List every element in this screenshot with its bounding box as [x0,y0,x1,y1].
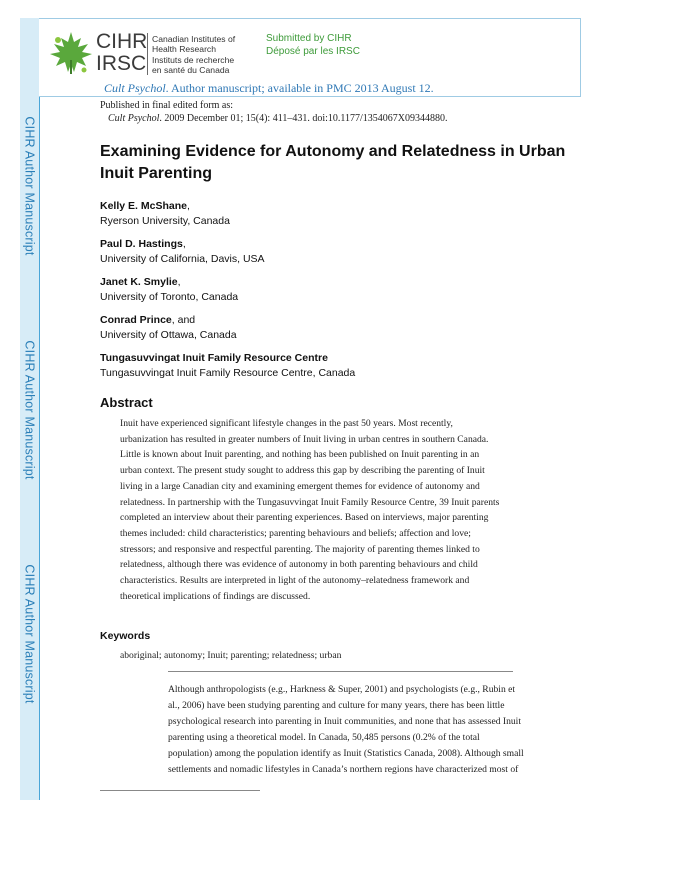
abstract-heading: Abstract [100,395,153,410]
author-5: Tungasuvvingat Inuit Family Resource Centre Tungasuvvingat Inuit Family Resource Centre, Canada [100,352,356,379]
manuscript-note: . Author manuscript; available in PMC 2013 August 12. [165,81,434,95]
keywords-heading: Keywords [100,630,151,642]
logo-wordmark: CIHR IRSC [96,30,148,75]
author-affiliation: University of California, Davis, USA [100,253,265,265]
published-citation [100,99,448,125]
maple-leaf-logo-icon [48,30,94,76]
logo-description-en: Canadian Institutes of Health Research [152,34,236,54]
sidebar-label-1: CIHR Author Manuscript [22,116,37,256]
author-affiliation: Tungasuvvingat Inuit Family Resource Centre, Canada [100,367,356,379]
footnote-divider [100,790,260,791]
keywords-list: aboriginal; autonomy; Inuit; parenting; relatedness; urban [120,650,342,661]
logo-description-fr: Instituts de recherche en santé du Canada [152,55,235,75]
published-label: Published in final edited form as: [100,100,234,111]
body-paragraph: Although anthropologists (e.g., Harkness & Super, 2001) and psychologists (e.g., Rubin et al., 2006) have been studying parenting and culture for many years, there has been little psychological research into parenting in Inuit communities, and none that has assessed Inuit parenting using a theoretical model. In Canada, 50,485 persons (0.2% of the total population) among the population identify as Inuit (Statistics Canada, 2008). Although small settlements and nomadic lifestyles in Canada’s northern regions have characterized most of [168,684,524,775]
abstract-body: Inuit have experienced significant lifestyle changes in the past 50 years. Most recently, urbanization has resulted in greater numbers of Inuit living in urban centres in southern Canada. Little is known about Inuit parenting, and nothing has been published on Inuit parenting in an urban context. The present study sought to address this gap by describing the parenting of Inuit living in a large Canadian city and examining emergent themes for evidence of autonomy and relatedness. In partnership with the Tungasuvvingat Inuit Family Resource Centre, 39 Inuit parents completed an interview about their parenting experiences. Based on interviews, major parenting themes included: child characteristics; parenting behaviours and beliefs; affection and love; stressors; and responsive and respectful parenting. The majority of parenting themes linked to relatedness, although there was evidence of autonomy in both parenting behaviours and child characteristics. Results are interpreted in light of the autonomy–relatedness framework and theoretical implications of findings are discussed. [120,418,500,602]
author-3: Janet K. Smylie, University of Toronto, Canada [100,276,239,303]
author-2: Paul D. Hastings, University of California, Davis, USA [100,238,265,265]
citation-line: Cult Psychol. 2009 December 01; 15(4): 411–431. doi:10.1177/1354067X09344880. [108,113,448,124]
author-1: Kelly E. McShane, Ryerson University, Canada [100,200,230,227]
sidebar-label-3: CIHR Author Manuscript [22,564,37,704]
author-4: Conrad Prince, and University of Ottawa, Canada [100,314,237,341]
logo-divider [147,33,148,75]
author-affiliation: University of Ottawa, Canada [100,329,237,341]
manuscript-availability-link[interactable] [104,81,434,96]
section-divider [168,671,513,672]
journal-name: Cult Psychol [104,81,166,95]
sidebar-label-2: CIHR Author Manuscript [22,340,37,480]
article-title: Examining Evidence for Autonomy and Relatedness in Urban Inuit Parenting [100,143,566,182]
author-affiliation: University of Toronto, Canada [100,291,239,303]
author-affiliation: Ryerson University, Canada [100,215,230,227]
submitted-by: Submitted by CIHR Déposé par les IRSC [266,33,360,57]
